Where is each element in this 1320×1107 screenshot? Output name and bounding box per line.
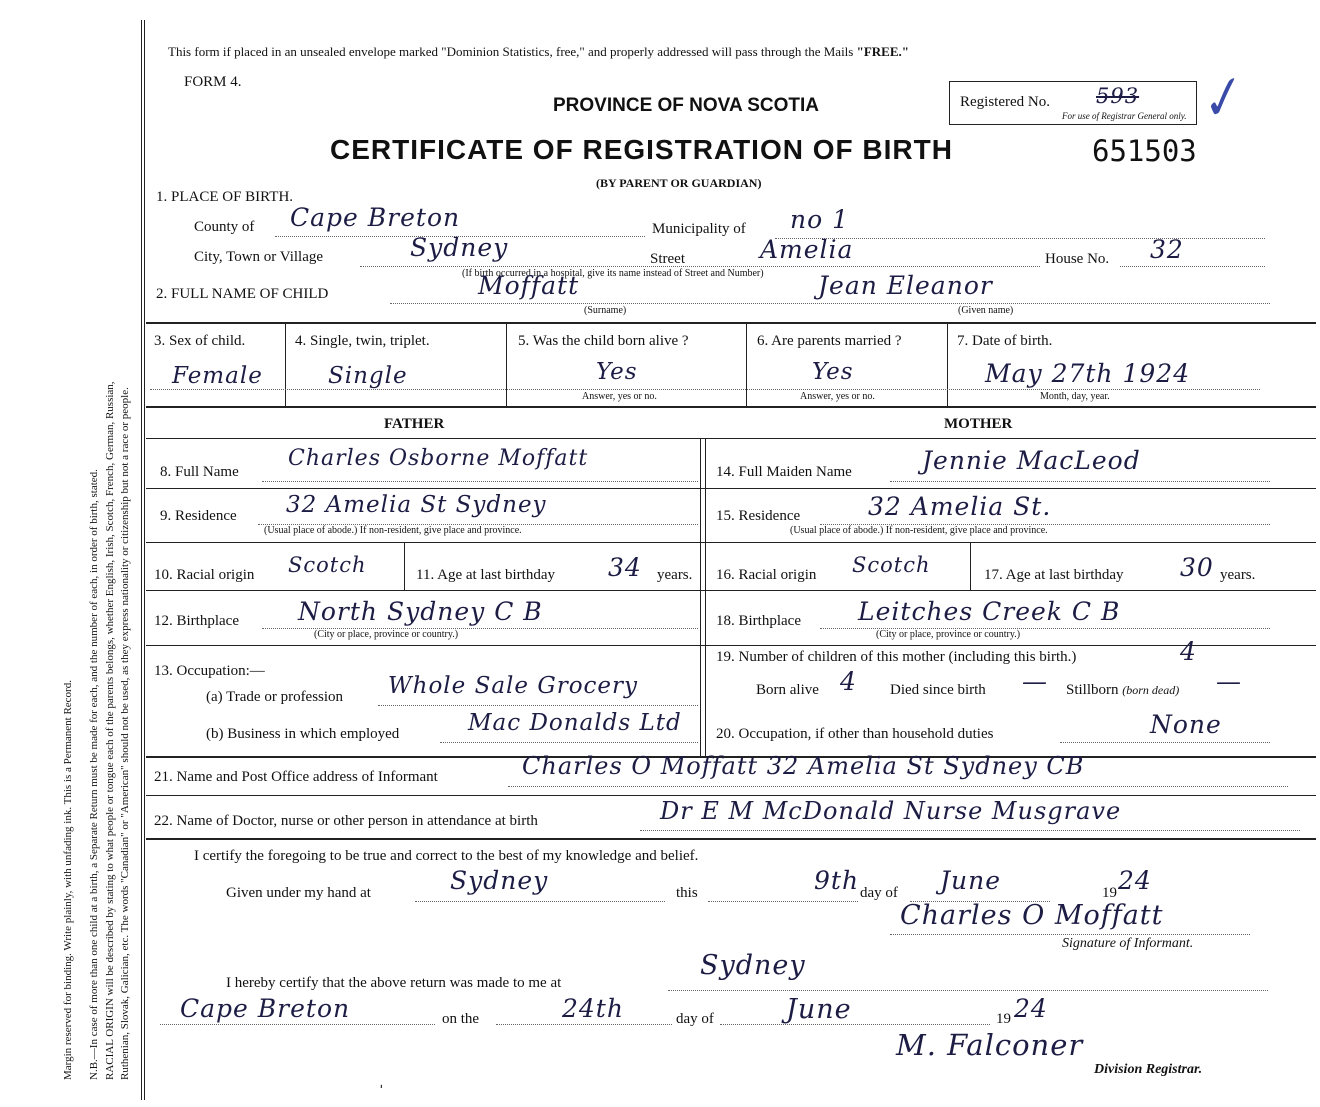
surname-caption: (Surname) [584, 305, 627, 316]
check-mark-icon: ✓ [1189, 66, 1251, 135]
business-line [440, 742, 698, 743]
mother-name-value: Jennie MacLeod [922, 446, 1141, 475]
registrar-year: 24 [1014, 994, 1048, 1023]
county-label: County of [194, 219, 255, 235]
father-birthplace-value: North Sydney C B [298, 597, 543, 626]
father-abode-caption: (Usual place of abode.) If non-resident, give place and province. [264, 525, 522, 536]
alive-caption: Answer, yes or no. [582, 391, 657, 402]
doctor-line [640, 830, 1300, 831]
this-label: this [676, 885, 698, 901]
rule-center-2 [705, 438, 706, 756]
father-age-years: years. [657, 567, 693, 583]
father-race-label: 10. Racial origin [154, 567, 255, 583]
married-label: 6. Are parents married ? [757, 333, 902, 349]
mother-age-value: 30 [1180, 553, 1214, 582]
father-name-line [262, 481, 698, 482]
given-month: June [940, 866, 1002, 895]
registrar-day-line [496, 1024, 672, 1025]
father-residence-label: 9. Residence [160, 508, 237, 524]
given-day-line [708, 901, 858, 902]
registrar-county-line [160, 1024, 435, 1025]
on-the-label: on the [442, 1011, 480, 1027]
child-given-name: Jean Eleanor [818, 271, 993, 300]
rule-row9 [146, 542, 1316, 543]
given-day: 9th [814, 866, 860, 895]
province-heading: PROVINCE OF NOVA SCOTIA [553, 95, 820, 116]
father-name-value: Charles Osborne Moffatt [288, 446, 589, 471]
father-heading: FATHER [384, 416, 445, 432]
father-birthplace-label: 12. Birthplace [154, 613, 239, 629]
doctor-label: 22. Name of Doctor, nurse or other person in attendance at birth [154, 813, 538, 829]
margin-rule-2 [144, 20, 145, 1100]
certificate-number: 651503 [1092, 134, 1197, 168]
mother-residence-label: 15. Residence [716, 508, 801, 524]
doctor-value: Dr E M McDonald Nurse Musgrave [660, 797, 1122, 825]
registrar-statement: I hereby certify that the above return was made to me at [226, 975, 562, 991]
margin-notes [4, 40, 142, 1080]
margin-line-4: Ruthenian, Slovak, Galician, etc. The words "Canadian" or "American" should not be used, as they express nationality or citizenship but not a race or people. [119, 387, 131, 1080]
rule-row3-v3 [746, 322, 747, 406]
street-value: Amelia [760, 235, 854, 264]
plurality-label: 4. Single, twin, triplet. [295, 333, 430, 349]
mother-occupation-line [1060, 742, 1270, 743]
house-label: House No. [1045, 251, 1110, 267]
mother-age-label: 17. Age at last birthday [984, 567, 1124, 583]
registrar-year-prefix: 19 [996, 1011, 1011, 1027]
informant-label: 21. Name and Post Office address of Informant [154, 769, 438, 785]
day-of-label: day of [860, 885, 898, 901]
trade-value: Whole Sale Grocery [388, 673, 639, 699]
mother-name-label: 14. Full Maiden Name [716, 464, 852, 480]
registered-box [949, 81, 1197, 125]
father-residence-value: 32 Amelia St Sydney [286, 492, 547, 518]
margin-line-1: Margin reserved for binding. Write plainly, with unfading ink. This is a Permanent Record. [62, 680, 74, 1080]
business-value: Mac Donalds Ltd [468, 710, 682, 736]
given-caption: (Given name) [958, 305, 1014, 316]
married-value: Yes [812, 359, 854, 385]
stray-mark-icon: ˈ [378, 1082, 385, 1104]
registrar-signature: M. Falconer [896, 1028, 1084, 1062]
rule-father-race [404, 542, 405, 590]
registrar-place-line [668, 990, 1268, 991]
mother-children-label: 19. Number of children of this mother (including this birth.) [716, 649, 1077, 665]
hospital-note: (If birth occurred in a hospital, give its name instead of Street and Number) [462, 268, 764, 279]
city-label: City, Town or Village [194, 249, 324, 265]
rule-row3-v2 [506, 322, 507, 406]
mother-occupation-label: 20. Occupation, if other than household duties [716, 726, 994, 742]
city-line [360, 266, 1040, 267]
informant-signature: Charles O Moffatt [900, 900, 1164, 931]
place-heading: 1. PLACE OF BIRTH. [156, 189, 294, 205]
rule-row10 [146, 590, 1316, 591]
rule-parents-top [146, 406, 1316, 408]
stillborn-value: — [1216, 667, 1242, 696]
child-name-label: 2. FULL NAME OF CHILD [156, 286, 329, 302]
mother-race-value: Scotch [852, 553, 931, 577]
dob-value: May 27th 1924 [985, 359, 1191, 388]
house-line [1120, 266, 1265, 267]
rule-parents-head [146, 438, 1316, 439]
stillborn-note: (born dead) [1122, 683, 1180, 697]
county-value: Cape Breton [290, 203, 461, 232]
mother-age-years: years. [1220, 567, 1256, 583]
given-place-line [415, 901, 665, 902]
father-race-value: Scotch [288, 553, 367, 577]
informant-value: Charles O Moffatt 32 Amelia St Sydney CB [522, 752, 1085, 780]
mother-birthplace-value: Leitches Creek C B [858, 597, 1121, 626]
registrar-note: For use of Registrar General only. [1062, 111, 1187, 121]
alive-value: Yes [596, 359, 638, 385]
signature-line [890, 934, 1250, 935]
informant-line [508, 786, 1288, 787]
mother-birthplace-label: 18. Birthplace [716, 613, 801, 629]
rule-row3-v1 [285, 322, 286, 406]
registrar-caption: Division Registrar. [1094, 1062, 1203, 1077]
mother-name-line [890, 481, 1270, 482]
mother-residence-value: 32 Amelia St. [868, 492, 1052, 521]
stillborn-text: Stillborn [1066, 682, 1119, 698]
dob-caption: Month, day, year. [1040, 391, 1110, 402]
street-label: Street [650, 251, 685, 267]
rule-center-1 [700, 438, 701, 756]
alive-label: 5. Was the child born alive ? [518, 333, 689, 349]
rule-row3-top [146, 322, 1316, 324]
registrar-month: June [786, 994, 852, 1025]
registrar-day-of-label: day of [676, 1011, 714, 1027]
sex-label: 3. Sex of child. [154, 333, 246, 349]
given-year: 24 [1118, 866, 1152, 895]
mother-occupation-value: None [1150, 710, 1222, 739]
form-number: FORM 4. [184, 74, 242, 90]
mother-heading: MOTHER [944, 416, 1013, 432]
certificate-title: CERTIFICATE OF REGISTRATION OF BIRTH [330, 134, 953, 165]
father-age-value: 34 [608, 553, 642, 582]
given-label: Given under my hand at [226, 885, 371, 901]
rule-row3-v4 [947, 322, 948, 406]
father-birthplace-caption: (City or place, province or country.) [314, 629, 459, 640]
city-value: Sydney [410, 233, 509, 262]
stillborn-label [1066, 682, 1179, 699]
row3-line [150, 389, 1260, 390]
margin-rule [141, 20, 142, 1100]
free-label: "FREE." [856, 44, 909, 59]
died-label: Died since birth [890, 682, 986, 698]
municipality-value: no 1 [790, 205, 850, 234]
registrar-day: 24th [562, 994, 624, 1023]
mother-abode-caption: (Usual place of abode.) If non-resident, give place and province. [790, 525, 1048, 536]
born-alive-value: 4 [840, 667, 857, 696]
died-value: — [1022, 667, 1048, 696]
house-value: 32 [1150, 235, 1184, 264]
mail-notice-text: This form if placed in an unsealed envelope marked "Dominion Statistics, free," and properly addressed will pass through the Mails [168, 44, 854, 59]
given-year-prefix: 19 [1102, 885, 1117, 901]
dob-label: 7. Date of birth. [957, 333, 1053, 349]
sex-value: Female [172, 363, 263, 389]
rule-row21 [146, 795, 1316, 796]
registrar-place: Sydney [700, 950, 806, 981]
mail-notice [168, 44, 909, 60]
rule-row12 [146, 645, 1316, 646]
certify-statement: I certify the foregoing to be true and correct to the best of my knowledge and belief. [194, 848, 699, 864]
married-caption: Answer, yes or no. [800, 391, 875, 402]
mother-birthplace-caption: (City or place, province or country.) [876, 629, 1021, 640]
signature-caption: Signature of Informant. [1062, 936, 1194, 951]
given-place: Sydney [450, 866, 549, 895]
plurality-value: Single [328, 363, 408, 389]
registrar-month-line [720, 1024, 990, 1025]
child-surname: Moffatt [478, 271, 580, 300]
rule-row8 [146, 488, 1316, 489]
father-age-label: 11. Age at last birthday [416, 567, 555, 583]
municipality-label: Municipality of [652, 221, 746, 237]
registered-label: Registered No. [960, 94, 1050, 110]
registered-number: 593 [1096, 84, 1140, 108]
rule-row22 [146, 838, 1316, 840]
registrar-county: Cape Breton [180, 994, 351, 1023]
margin-line-3: RACIAL ORIGIN will be described by stating to what people or tongue each of the parents belongs, whether English, Irish, Scotch, French, German, Russian, [104, 381, 116, 1080]
born-alive-label: Born alive [756, 682, 819, 698]
rule-mother-race [970, 542, 971, 590]
business-label: (b) Business in which employed [206, 726, 400, 742]
father-occupation-label: 13. Occupation:— [154, 663, 265, 679]
mother-race-label: 16. Racial origin [716, 567, 817, 583]
father-name-label: 8. Full Name [160, 464, 239, 480]
certificate-subtitle: (BY PARENT OR GUARDIAN) [596, 176, 762, 190]
child-name-line [390, 303, 1270, 304]
mother-children-value: 4 [1180, 637, 1197, 666]
trade-line [378, 705, 698, 706]
margin-line-2: N.B.—In case of more than one child at a birth, a Separate Return must be made for each, and the number of each, in order of birth, stated. [88, 469, 100, 1080]
trade-label: (a) Trade or profession [206, 689, 344, 705]
